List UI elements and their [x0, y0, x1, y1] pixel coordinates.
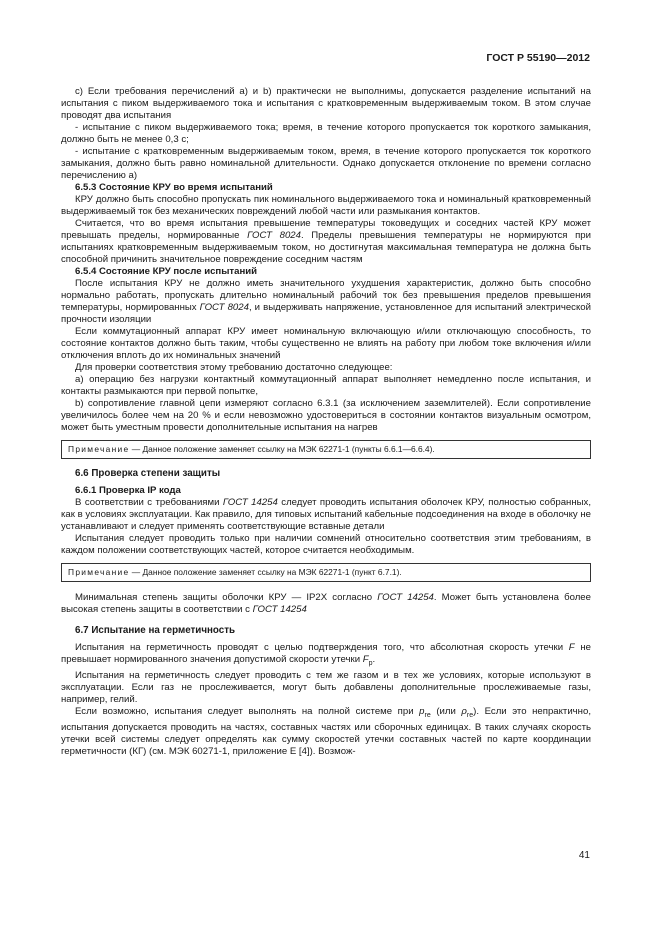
- paragraph: c) Если требования перечислений a) и b) практически не выполнимы, допускается разделение испытаний на испытания с пиком выдерживаемого тока и испытания с кратковременным выдерживаемым током. В этом случае проводят два испытания: [61, 86, 591, 121]
- note-box: [61, 440, 591, 459]
- section-heading-6-5-3: 6.5.3 Состояние КРУ во время испытаний: [75, 182, 273, 193]
- section-heading-6-5-4: 6.5.4 Состояние КРУ после испытаний: [75, 266, 258, 277]
- paragraph: Испытания следует проводить только при наличии сомнений относительно соответствия этим требованиям, в каждом положении соответствующих частей, которое считается необходимым.: [61, 533, 591, 556]
- paragraph: Считается, что во время испытания превышение температуры токоведущих и соседних частей КРУ может превышать пределы, нормированные ГОСТ 8024. Пределы превышения температуры не нормируются при испытаниях кратковременным выдерживаемым током, но достигнутая максимальная температура не должна быть способной причинить значительное повреждение соседним частям: [61, 218, 592, 265]
- note-label: Примечание: [68, 444, 130, 454]
- note-text: — Данное положение заменяет ссылку на МЭК 62271-1 (пункты 6.6.1—6.6.4).: [129, 444, 435, 454]
- paragraph: КРУ должно быть способно пропускать пик номинального выдерживаемого тока и номинальный кратковременный выдерживаемый ток без механических повреждений любой части или размыкания контактов.: [61, 194, 591, 217]
- standard-reference: ГОСТ 14254: [252, 604, 307, 615]
- section-heading-6-6: 6.6 Проверка степени защиты: [75, 468, 221, 479]
- standard-reference: ГОСТ 8024: [199, 302, 249, 313]
- paragraph: а) операцию без нагрузки контактный коммутационный аппарат выполняет немедленно после испытания, и контакты размыкаются при первой попытке,: [61, 374, 591, 397]
- paragraph: - испытание с кратковременным выдерживаемым током, время, в течение которого пропускается ток короткого замыкания, должно быть равно номинальной длительности. Однако допускается отклонение по времени согласно перечислению a): [61, 146, 591, 181]
- standard-reference: ГОСТ 14254: [222, 497, 278, 508]
- note-label: Примечание: [68, 567, 130, 577]
- paragraph: b) сопротивление главной цепи измеряют согласно 6.3.1 (за исключением заземлителей). Если сопротивление увеличилось более чем на 20 % и если невозможно удостовериться в состоянии контактов визуальным осмотром, может быть уместным провести дополнительные испытания на нагрев: [61, 398, 591, 433]
- section-heading-6-6-1: 6.6.1 Проверка IP кода: [75, 485, 181, 496]
- standard-reference: ГОСТ 14254: [377, 592, 434, 603]
- note-box: [61, 563, 591, 582]
- paragraph: Если возможно, испытания следует выполнять на полной системе при $p_{re}$ (или $\rho_{re}$). Если это непрактично, испытания допускается проводить на частях, составных частях или сборочных единицах. В таких случаях скорость утечки всей системы следует определять как сумму скоростей утечки составных частей по карте координации герметичности (КГ) (см. МЭК 60271-1, приложение E [4]). Возмож-: [61, 705, 591, 757]
- note-text: — Данное положение заменяет ссылку на МЭК 62271-1 (пункт 6.7.1).: [129, 567, 402, 577]
- section-heading-6-7: 6.7 Испытание на герметичность: [75, 625, 236, 636]
- paragraph: В соответствии с требованиями ГОСТ 14254 следует проводить испытания оболочек КРУ, полностью собранных, как в условиях эксплуатации. Как правило, для типовых испытаний кабельные подсоединения на входе в оболочку не устанавливают и следует применять соответствующие вставные детали: [61, 497, 591, 532]
- paragraph: Если коммутационный аппарат КРУ имеет номинальную включающую и/или отключающую способность, то состояние контактов должно быть таким, чтобы существенно не влиять на работу при любом токе включения и/или отключения вплоть до их номинальных значений: [61, 326, 591, 361]
- standard-reference: ГОСТ 8024: [247, 230, 301, 241]
- paragraph: Для проверки соответствия этому требованию достаточно следующее:: [75, 362, 393, 373]
- page-body: [61, 86, 591, 758]
- paragraph: Испытания на герметичность следует проводить с тем же газом и в тех же условиях, которые используют в эксплуатации. Если газ не прослеживается, могут быть добавлены дополнительные прослеживаемые газы, например, гелий.: [61, 669, 591, 705]
- paragraph: Испытания на герметичность проводят с целью подтверждения того, что абсолютная скорость утечки F не превышает нормированного значения допустимой скорости утечки $F_p$.: [61, 642, 591, 667]
- paragraph: После испытания КРУ не должно иметь значительного ухудшения характеристик, должно быть способно нормально работать, пропускать длительно номинальный рабочий ток без превышения пределов превышения температуры, нормированных ГОСТ 8024, и выдерживать напряжение, установленное для испытаний электрической прочности изоляции: [61, 278, 591, 325]
- document-header: ГОСТ Р 55190—2012: [486, 52, 590, 64]
- page-number: 41: [578, 850, 590, 861]
- paragraph: Минимальная степень защиты оболочки КРУ — IP2X согласно ГОСТ 14254. Может быть установлена более высокая степень защиты в соответствии с ГОСТ 14254: [61, 592, 591, 615]
- paragraph: - испытание с пиком выдерживаемого тока; время, в течение которого пропускается ток короткого замыкания, должно быть не менее 0,3 с;: [61, 122, 591, 145]
